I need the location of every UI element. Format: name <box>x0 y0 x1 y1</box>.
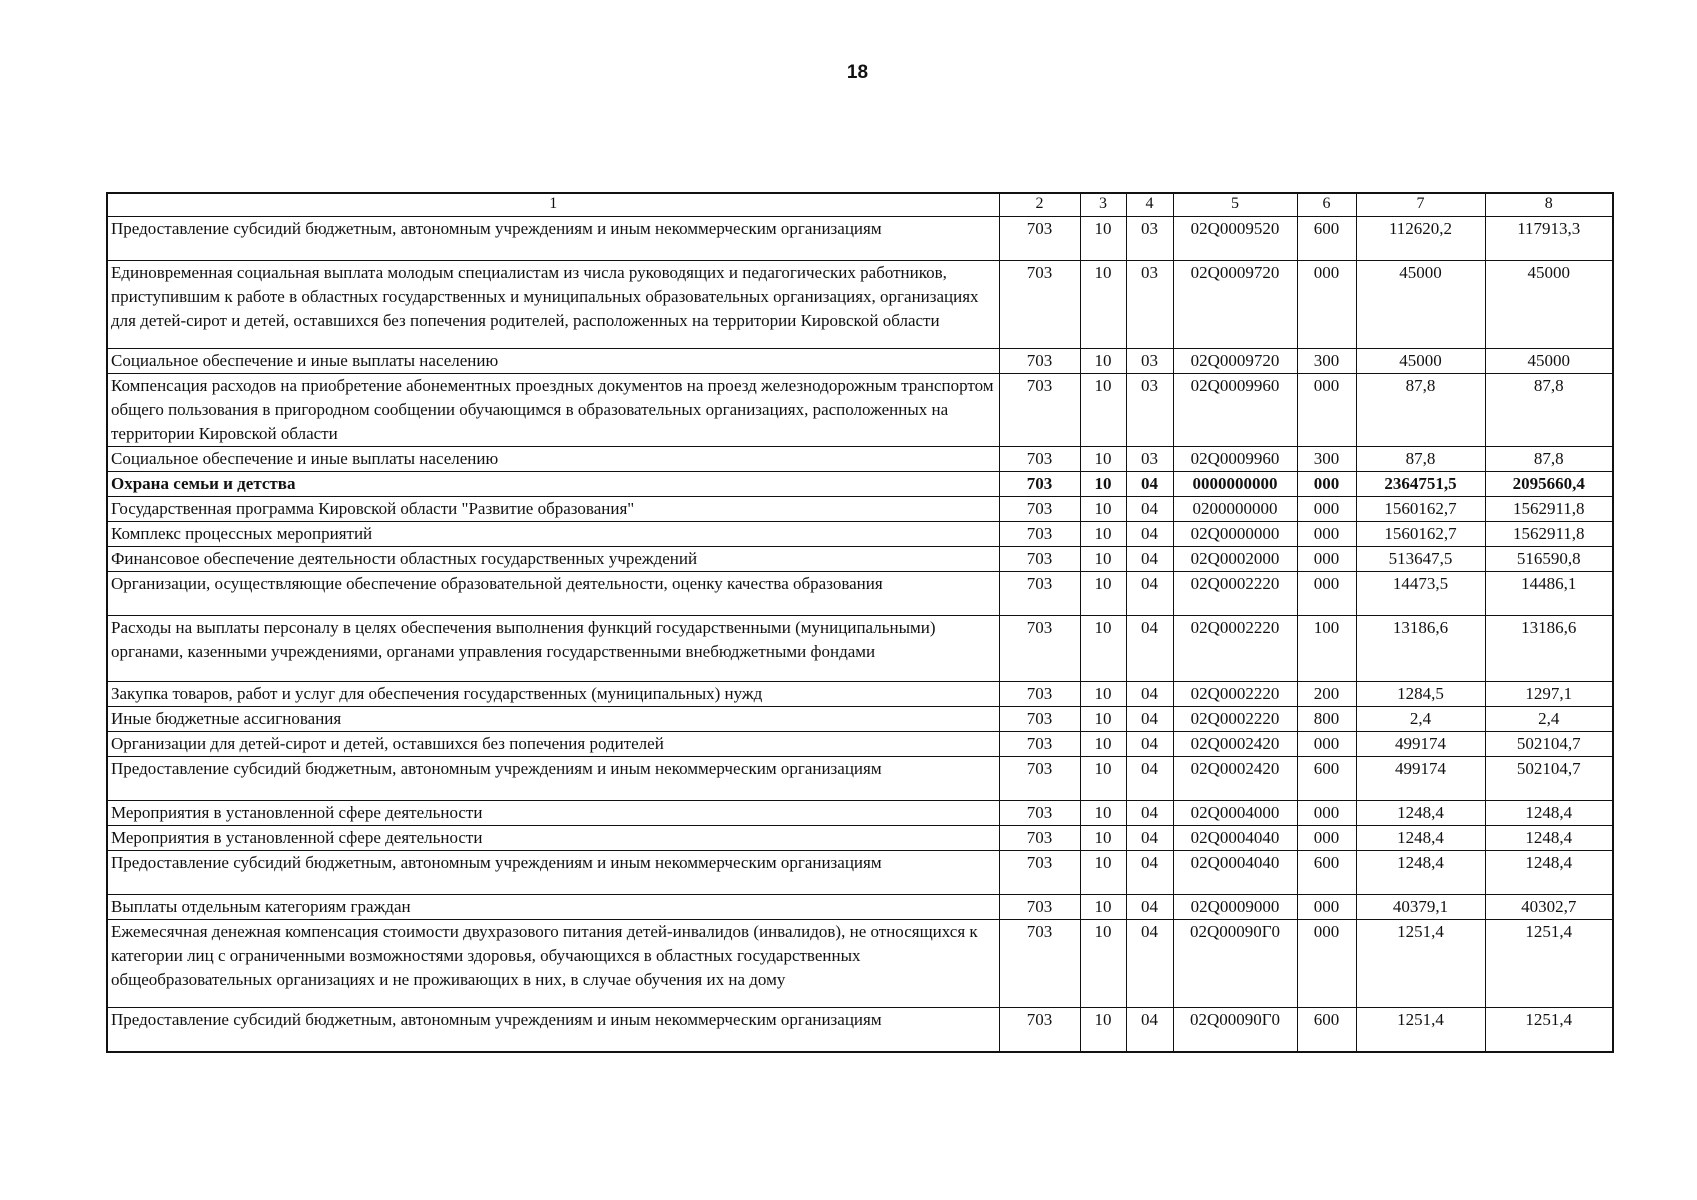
c5-cell: 02Q0004000 <box>1173 801 1297 826</box>
table-row <box>107 349 1613 374</box>
header-cell: 7 <box>1356 193 1485 217</box>
item-name-cell: Комплекс процессных мероприятий <box>107 522 999 547</box>
table-row <box>107 472 1613 497</box>
table-row <box>107 261 1613 349</box>
c2-cell: 703 <box>999 217 1080 261</box>
table-row <box>107 851 1613 895</box>
c7-cell: 2,4 <box>1356 707 1485 732</box>
c3-cell: 10 <box>1080 497 1126 522</box>
c2-cell: 703 <box>999 522 1080 547</box>
c5-cell: 02Q0002220 <box>1173 572 1297 616</box>
item-name-cell: Расходы на выплаты персоналу в целях обеспечения выполнения функций государственными (муниципальными) органами, казенными учреждениями, органами управления государственными внебюджетными фондами <box>107 616 999 682</box>
table-row <box>107 707 1613 732</box>
c6-cell: 000 <box>1297 895 1356 920</box>
c6-cell: 000 <box>1297 801 1356 826</box>
c2-cell: 703 <box>999 472 1080 497</box>
item-name-cell: Предоставление субсидий бюджетным, автономным учреждениям и иным некоммерческим организациям <box>107 851 999 895</box>
c3-cell: 10 <box>1080 1008 1126 1052</box>
item-name-cell: Компенсация расходов на приобретение абонементных проездных документов на проезд железнодорожным транспортом общего пользования в пригородном сообщении обучающимся в образовательных организациях, расположенных на территории Кировской области <box>107 374 999 447</box>
item-name-cell: Предоставление субсидий бюджетным, автономным учреждениям и иным некоммерческим организациям <box>107 1008 999 1052</box>
table-row <box>107 616 1613 682</box>
c3-cell: 10 <box>1080 374 1126 447</box>
c2-cell: 703 <box>999 707 1080 732</box>
c7-cell: 2364751,5 <box>1356 472 1485 497</box>
c8-cell: 2095660,4 <box>1485 472 1613 497</box>
header-cell: 5 <box>1173 193 1297 217</box>
table-row <box>107 920 1613 1008</box>
c8-cell: 1562911,8 <box>1485 522 1613 547</box>
item-name-cell: Государственная программа Кировской области "Развитие образования" <box>107 497 999 522</box>
c5-cell: 02Q0002420 <box>1173 757 1297 801</box>
c2-cell: 703 <box>999 616 1080 682</box>
c5-cell: 02Q0002220 <box>1173 616 1297 682</box>
c4-cell: 04 <box>1126 572 1173 616</box>
table-row <box>107 374 1613 447</box>
c6-cell: 000 <box>1297 826 1356 851</box>
c2-cell: 703 <box>999 447 1080 472</box>
page-number: 18 <box>846 62 869 83</box>
c5-cell: 02Q0009520 <box>1173 217 1297 261</box>
table-row <box>107 447 1613 472</box>
c3-cell: 10 <box>1080 472 1126 497</box>
c8-cell: 502104,7 <box>1485 732 1613 757</box>
c6-cell: 100 <box>1297 616 1356 682</box>
table-row <box>107 757 1613 801</box>
c8-cell: 45000 <box>1485 261 1613 349</box>
item-name-cell: Социальное обеспечение и иные выплаты населению <box>107 349 999 374</box>
budget-table <box>106 192 1614 1053</box>
item-name-cell: Социальное обеспечение и иные выплаты населению <box>107 447 999 472</box>
c3-cell: 10 <box>1080 261 1126 349</box>
table-row <box>107 826 1613 851</box>
c6-cell: 000 <box>1297 522 1356 547</box>
c5-cell: 02Q0002220 <box>1173 707 1297 732</box>
c3-cell: 10 <box>1080 616 1126 682</box>
table-row <box>107 572 1613 616</box>
c3-cell: 10 <box>1080 447 1126 472</box>
c7-cell: 87,8 <box>1356 374 1485 447</box>
c5-cell: 02Q0002220 <box>1173 682 1297 707</box>
c3-cell: 10 <box>1080 349 1126 374</box>
c7-cell: 87,8 <box>1356 447 1485 472</box>
c5-cell: 02Q0002420 <box>1173 732 1297 757</box>
c7-cell: 513647,5 <box>1356 547 1485 572</box>
c8-cell: 1562911,8 <box>1485 497 1613 522</box>
c3-cell: 10 <box>1080 895 1126 920</box>
c8-cell: 14486,1 <box>1485 572 1613 616</box>
c2-cell: 703 <box>999 732 1080 757</box>
c7-cell: 1248,4 <box>1356 851 1485 895</box>
header-cell: 2 <box>999 193 1080 217</box>
c7-cell: 499174 <box>1356 732 1485 757</box>
table-row <box>107 217 1613 261</box>
c7-cell: 1560162,7 <box>1356 497 1485 522</box>
c5-cell: 02Q0009960 <box>1173 447 1297 472</box>
c5-cell: 02Q0009960 <box>1173 374 1297 447</box>
c6-cell: 600 <box>1297 757 1356 801</box>
c8-cell: 117913,3 <box>1485 217 1613 261</box>
c4-cell: 03 <box>1126 447 1173 472</box>
c4-cell: 03 <box>1126 349 1173 374</box>
c8-cell: 1248,4 <box>1485 801 1613 826</box>
c7-cell: 1560162,7 <box>1356 522 1485 547</box>
c3-cell: 10 <box>1080 682 1126 707</box>
table-row <box>107 801 1613 826</box>
c4-cell: 04 <box>1126 826 1173 851</box>
c2-cell: 703 <box>999 374 1080 447</box>
item-name-cell: Выплаты отдельным категориям граждан <box>107 895 999 920</box>
c4-cell: 04 <box>1126 547 1173 572</box>
c6-cell: 000 <box>1297 732 1356 757</box>
item-name-cell: Финансовое обеспечение деятельности областных государственных учреждений <box>107 547 999 572</box>
item-name-cell: Ежемесячная денежная компенсация стоимости двухразового питания детей-инвалидов (инвалидов), не относящихся к категории лиц с ограниченными возможностями здоровья, обучающихся в областных государственных общеобразовательных организациях и не проживающих в них, в случае обучения их на дому <box>107 920 999 1008</box>
item-name-cell: Мероприятия в установленной сфере деятельности <box>107 801 999 826</box>
table-row <box>107 732 1613 757</box>
c2-cell: 703 <box>999 826 1080 851</box>
c3-cell: 10 <box>1080 707 1126 732</box>
c6-cell: 200 <box>1297 682 1356 707</box>
c3-cell: 10 <box>1080 522 1126 547</box>
c7-cell: 13186,6 <box>1356 616 1485 682</box>
item-name-cell: Единовременная социальная выплата молодым специалистам из числа руководящих и педагогических работников, приступившим к работе в областных государственных и муниципальных образовательных организациях, организациях для детей-сирот и детей, оставшихся без попечения родителей, расположенных на территории Кировской области <box>107 261 999 349</box>
c4-cell: 04 <box>1126 682 1173 707</box>
item-name-cell: Охрана семьи и детства <box>107 472 999 497</box>
c2-cell: 703 <box>999 851 1080 895</box>
c4-cell: 04 <box>1126 732 1173 757</box>
header-cell: 4 <box>1126 193 1173 217</box>
c7-cell: 1248,4 <box>1356 826 1485 851</box>
c4-cell: 04 <box>1126 522 1173 547</box>
c2-cell: 703 <box>999 547 1080 572</box>
c6-cell: 000 <box>1297 374 1356 447</box>
c8-cell: 1248,4 <box>1485 826 1613 851</box>
c3-cell: 10 <box>1080 217 1126 261</box>
c8-cell: 45000 <box>1485 349 1613 374</box>
c6-cell: 600 <box>1297 851 1356 895</box>
c6-cell: 000 <box>1297 497 1356 522</box>
c4-cell: 04 <box>1126 757 1173 801</box>
c7-cell: 45000 <box>1356 349 1485 374</box>
header-cell: 1 <box>107 193 999 217</box>
c5-cell: 0000000000 <box>1173 472 1297 497</box>
c8-cell: 1297,1 <box>1485 682 1613 707</box>
c2-cell: 703 <box>999 801 1080 826</box>
c4-cell: 03 <box>1126 261 1173 349</box>
c4-cell: 04 <box>1126 616 1173 682</box>
c5-cell: 02Q0009720 <box>1173 261 1297 349</box>
c6-cell: 600 <box>1297 1008 1356 1052</box>
c2-cell: 703 <box>999 572 1080 616</box>
c7-cell: 1284,5 <box>1356 682 1485 707</box>
c8-cell: 1248,4 <box>1485 851 1613 895</box>
c5-cell: 02Q0000000 <box>1173 522 1297 547</box>
c2-cell: 703 <box>999 261 1080 349</box>
c2-cell: 703 <box>999 497 1080 522</box>
c3-cell: 10 <box>1080 801 1126 826</box>
c4-cell: 04 <box>1126 472 1173 497</box>
c7-cell: 45000 <box>1356 261 1485 349</box>
c3-cell: 10 <box>1080 826 1126 851</box>
c2-cell: 703 <box>999 757 1080 801</box>
c8-cell: 2,4 <box>1485 707 1613 732</box>
c5-cell: 02Q0004040 <box>1173 851 1297 895</box>
table-header-row <box>107 193 1613 217</box>
table-row <box>107 522 1613 547</box>
c2-cell: 703 <box>999 349 1080 374</box>
c8-cell: 1251,4 <box>1485 920 1613 1008</box>
c2-cell: 703 <box>999 682 1080 707</box>
item-name-cell: Организации, осуществляющие обеспечение образовательной деятельности, оценку качества образования <box>107 572 999 616</box>
c6-cell: 000 <box>1297 261 1356 349</box>
c4-cell: 04 <box>1126 920 1173 1008</box>
c8-cell: 87,8 <box>1485 447 1613 472</box>
header-cell: 6 <box>1297 193 1356 217</box>
c2-cell: 703 <box>999 1008 1080 1052</box>
c6-cell: 000 <box>1297 572 1356 616</box>
c8-cell: 502104,7 <box>1485 757 1613 801</box>
c8-cell: 516590,8 <box>1485 547 1613 572</box>
c6-cell: 000 <box>1297 547 1356 572</box>
c6-cell: 300 <box>1297 447 1356 472</box>
c7-cell: 112620,2 <box>1356 217 1485 261</box>
item-name-cell: Закупка товаров, работ и услуг для обеспечения государственных (муниципальных) нужд <box>107 682 999 707</box>
c2-cell: 703 <box>999 895 1080 920</box>
c4-cell: 04 <box>1126 801 1173 826</box>
c6-cell: 000 <box>1297 472 1356 497</box>
table-row <box>107 1008 1613 1052</box>
c5-cell: 02Q0009000 <box>1173 895 1297 920</box>
c4-cell: 04 <box>1126 851 1173 895</box>
c5-cell: 02Q00090Г0 <box>1173 920 1297 1008</box>
c5-cell: 02Q00090Г0 <box>1173 1008 1297 1052</box>
c6-cell: 000 <box>1297 920 1356 1008</box>
c7-cell: 1248,4 <box>1356 801 1485 826</box>
c4-cell: 03 <box>1126 217 1173 261</box>
c4-cell: 04 <box>1126 707 1173 732</box>
c8-cell: 40302,7 <box>1485 895 1613 920</box>
c6-cell: 300 <box>1297 349 1356 374</box>
table-row <box>107 497 1613 522</box>
table-row <box>107 682 1613 707</box>
c5-cell: 02Q0009720 <box>1173 349 1297 374</box>
c4-cell: 04 <box>1126 497 1173 522</box>
c8-cell: 1251,4 <box>1485 1008 1613 1052</box>
item-name-cell: Предоставление субсидий бюджетным, автономным учреждениям и иным некоммерческим организациям <box>107 757 999 801</box>
c3-cell: 10 <box>1080 572 1126 616</box>
c4-cell: 04 <box>1126 895 1173 920</box>
c3-cell: 10 <box>1080 757 1126 801</box>
c6-cell: 600 <box>1297 217 1356 261</box>
item-name-cell: Предоставление субсидий бюджетным, автономным учреждениям и иным некоммерческим организациям <box>107 217 999 261</box>
item-name-cell: Иные бюджетные ассигнования <box>107 707 999 732</box>
c2-cell: 703 <box>999 920 1080 1008</box>
table-body <box>107 193 1613 1052</box>
c3-cell: 10 <box>1080 920 1126 1008</box>
header-cell: 8 <box>1485 193 1613 217</box>
item-name-cell: Организации для детей-сирот и детей, оставшихся без попечения родителей <box>107 732 999 757</box>
c7-cell: 499174 <box>1356 757 1485 801</box>
table-row <box>107 547 1613 572</box>
c7-cell: 1251,4 <box>1356 920 1485 1008</box>
c6-cell: 800 <box>1297 707 1356 732</box>
c4-cell: 03 <box>1126 374 1173 447</box>
item-name-cell: Мероприятия в установленной сфере деятельности <box>107 826 999 851</box>
header-cell: 3 <box>1080 193 1126 217</box>
c7-cell: 40379,1 <box>1356 895 1485 920</box>
c5-cell: 02Q0004040 <box>1173 826 1297 851</box>
c5-cell: 02Q0002000 <box>1173 547 1297 572</box>
table-row <box>107 895 1613 920</box>
c8-cell: 87,8 <box>1485 374 1613 447</box>
c3-cell: 10 <box>1080 851 1126 895</box>
c8-cell: 13186,6 <box>1485 616 1613 682</box>
c4-cell: 04 <box>1126 1008 1173 1052</box>
c3-cell: 10 <box>1080 732 1126 757</box>
c7-cell: 1251,4 <box>1356 1008 1485 1052</box>
c5-cell: 0200000000 <box>1173 497 1297 522</box>
c3-cell: 10 <box>1080 547 1126 572</box>
c7-cell: 14473,5 <box>1356 572 1485 616</box>
